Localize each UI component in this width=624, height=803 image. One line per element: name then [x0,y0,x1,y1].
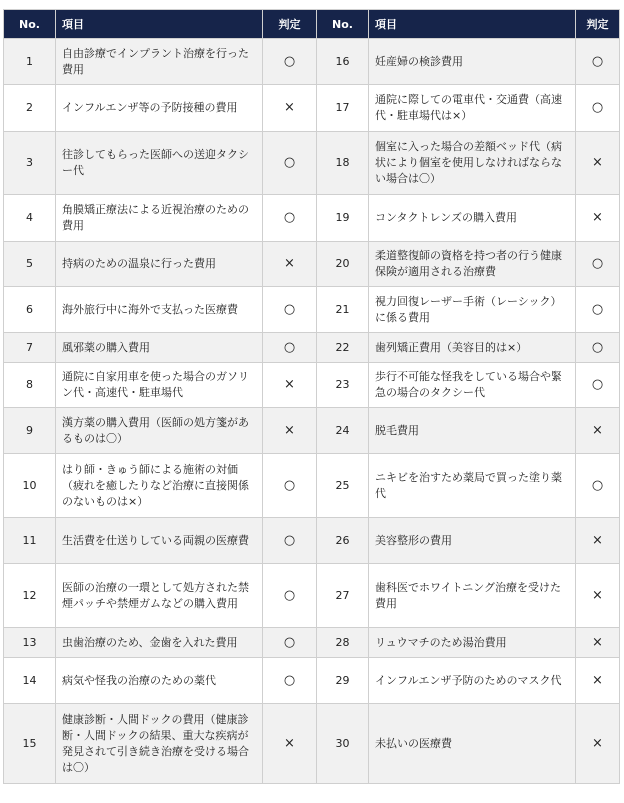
header-judge-right: 判定 [576,10,620,39]
row-item-right: 視力回復レーザー手術（レーシック）に係る費用 [369,287,576,333]
header-item-right: 項目 [369,10,576,39]
row-item-right: 通院に際しての電車代・交通費（高速代・駐車場代は×） [369,85,576,132]
row-item: 医師の治療の一環として処方された禁煙パッチや禁煙ガムなどの購入費用 [56,564,263,628]
row-no: 12 [4,564,56,628]
table-header [4,10,620,39]
row-item: 角膜矯正療法による近視治療のための費用 [56,195,263,242]
row-item-right: 歯科医でホワイトニング治療を受けた費用 [369,564,576,628]
row-no-right: 28 [317,628,369,658]
table-row [4,454,620,518]
table-row [4,518,620,564]
row-judge-right: × [576,195,620,242]
row-judge-right: ○ [576,333,620,363]
row-judge: × [263,363,317,408]
row-judge: × [263,242,317,287]
row-no: 4 [4,195,56,242]
row-item: 風邪薬の購入費用 [56,333,263,363]
row-item-right: 歯列矯正費用（美容目的は×） [369,333,576,363]
row-judge-right: ○ [576,242,620,287]
row-item-right: 柔道整復師の資格を持つ者の行う健康保険が適用される治療費 [369,242,576,287]
row-item-right: 美容整形の費用 [369,518,576,564]
row-item: 生活費を仕送りしている両親の医療費 [56,518,263,564]
row-item: 通院に自家用車を使った場合のガソリン代・高速代・駐車場代 [56,363,263,408]
row-no: 1 [4,39,56,85]
table-row [4,132,620,195]
row-judge-right: ○ [576,287,620,333]
table-row [4,363,620,408]
row-no-right: 18 [317,132,369,195]
row-item-right: ニキビを治すため薬局で買った塗り薬代 [369,454,576,518]
table-row [4,195,620,242]
row-no: 5 [4,242,56,287]
row-judge-right: × [576,518,620,564]
table-row [4,39,620,85]
medical-expense-table [3,9,620,784]
table-row [4,408,620,454]
row-no-right: 21 [317,287,369,333]
table-row [4,333,620,363]
row-no-right: 22 [317,333,369,363]
row-judge: ○ [263,628,317,658]
table-row [4,704,620,784]
row-item: 持病のための温泉に行った費用 [56,242,263,287]
row-no-right: 26 [317,518,369,564]
row-judge-right: × [576,704,620,784]
row-judge-right: × [576,408,620,454]
row-item-right: 妊産婦の検診費用 [369,39,576,85]
row-no: 15 [4,704,56,784]
row-item-right: 歩行不可能な怪我をしている場合や緊急の場合のタクシー代 [369,363,576,408]
row-item: はり師・きゅう師による施術の対価（疲れを癒したりなど治療に直接関係のないものは×） [56,454,263,518]
row-no-right: 19 [317,195,369,242]
header-item: 項目 [56,10,263,39]
row-no: 14 [4,658,56,704]
header-judge: 判定 [263,10,317,39]
header-no-right: No. [317,10,369,39]
row-judge-right: × [576,564,620,628]
header-no: No. [4,10,56,39]
row-no-right: 20 [317,242,369,287]
row-judge: ○ [263,564,317,628]
row-no: 10 [4,454,56,518]
row-no: 2 [4,85,56,132]
row-judge-right: × [576,628,620,658]
row-judge: × [263,408,317,454]
row-item: 虫歯治療のため、金歯を入れた費用 [56,628,263,658]
row-no: 6 [4,287,56,333]
row-judge: ○ [263,39,317,85]
row-judge: ○ [263,195,317,242]
table-row [4,658,620,704]
row-item: 海外旅行中に海外で支払った医療費 [56,287,263,333]
table-row [4,85,620,132]
row-judge-right: ○ [576,85,620,132]
row-item: 漢方薬の購入費用（医師の処方箋があるものは〇） [56,408,263,454]
row-no: 3 [4,132,56,195]
row-judge: ○ [263,132,317,195]
row-no-right: 25 [317,454,369,518]
row-judge-right: ○ [576,39,620,85]
table-row [4,564,620,628]
row-no: 8 [4,363,56,408]
row-no: 13 [4,628,56,658]
table-body [4,39,620,784]
row-item: 病気や怪我の治療のための薬代 [56,658,263,704]
row-no-right: 17 [317,85,369,132]
row-no-right: 30 [317,704,369,784]
row-item-right: インフルエンザ予防のためのマスク代 [369,658,576,704]
table-row [4,287,620,333]
row-item-right: 脱毛費用 [369,408,576,454]
row-judge: ○ [263,287,317,333]
row-no-right: 23 [317,363,369,408]
row-item: 自由診療でインプラント治療を行った費用 [56,39,263,85]
row-judge-right: × [576,658,620,704]
row-no: 9 [4,408,56,454]
row-judge-right: ○ [576,454,620,518]
row-no-right: 29 [317,658,369,704]
row-item-right: 未払いの医療費 [369,704,576,784]
row-item: 健康診断・人間ドックの費用（健康診断・人間ドックの結果、重大な疾病が発見されて引き続き治療を受ける場合は〇） [56,704,263,784]
row-no: 7 [4,333,56,363]
row-judge: ○ [263,658,317,704]
row-judge: × [263,85,317,132]
row-item: インフルエンザ等の予防接種の費用 [56,85,263,132]
row-judge: ○ [263,333,317,363]
row-judge: × [263,704,317,784]
row-item-right: リュウマチのため湯治費用 [369,628,576,658]
row-no-right: 27 [317,564,369,628]
row-item: 往診してもらった医師への送迎タクシー代 [56,132,263,195]
row-no: 11 [4,518,56,564]
row-judge: ○ [263,454,317,518]
row-judge-right: ○ [576,363,620,408]
row-no-right: 24 [317,408,369,454]
row-no-right: 16 [317,39,369,85]
row-item-right: 個室に入った場合の差額ベッド代（病状により個室を使用しなければならない場合は〇） [369,132,576,195]
row-judge: ○ [263,518,317,564]
table-row [4,628,620,658]
row-judge-right: × [576,132,620,195]
table-row [4,242,620,287]
row-item-right: コンタクトレンズの購入費用 [369,195,576,242]
